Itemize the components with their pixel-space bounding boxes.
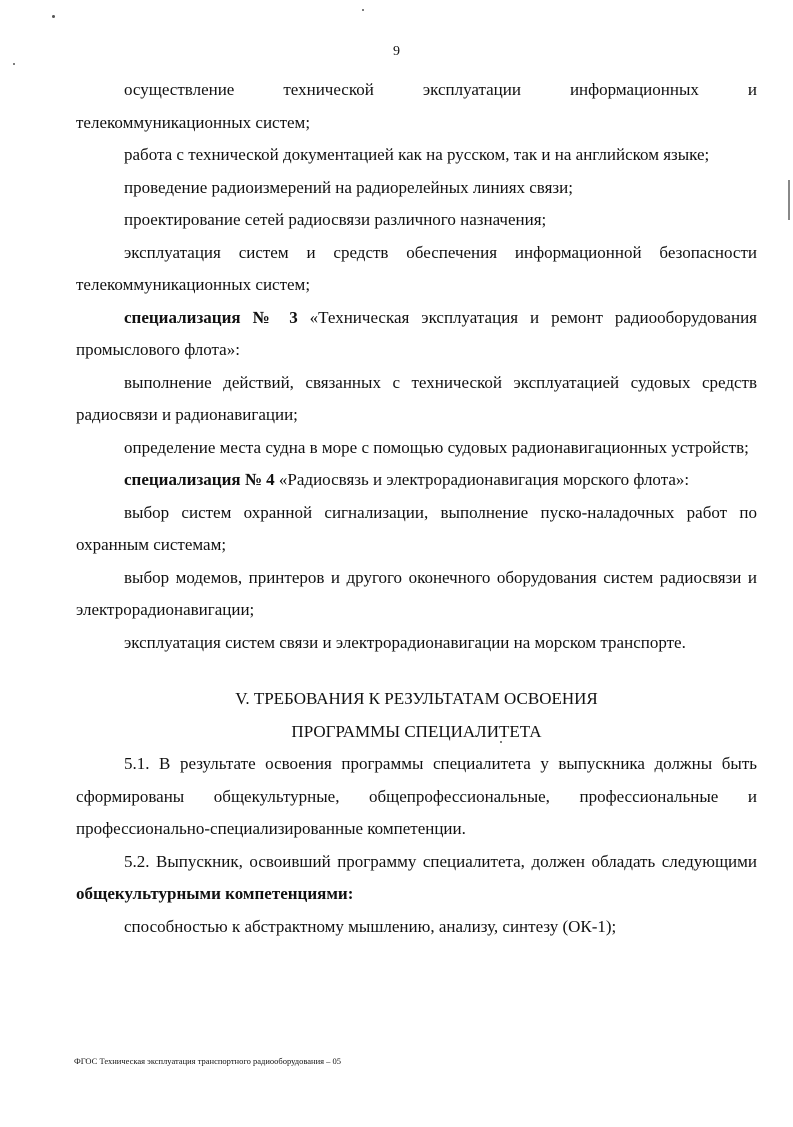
- paragraph: выполнение действий, связанных с технической эксплуатацией судовых средств радиосвязи и радионавигации;: [76, 372, 757, 424]
- paragraph: способностью к абстрактному мышлению, анализу, синтезу (ОК-1);: [124, 916, 617, 936]
- document-footer: ФГОС Техническая эксплуатация транспортного радиооборудования – 05: [74, 1056, 342, 1066]
- document-body: [76, 74, 757, 943]
- competence-label: общекультурными компетенциями:: [76, 884, 354, 903]
- specialization-label: специализация № 3: [124, 307, 298, 327]
- scan-edge-mark: [788, 180, 790, 220]
- paragraph: эксплуатация систем связи и электрорадионавигации на морском транспорте.: [124, 632, 686, 652]
- paragraph: 5.2. Выпускник, освоивший программу специалитета, должен обладать следующими общекультурными компетенциями:: [76, 851, 757, 903]
- scan-speck: [52, 15, 55, 18]
- paragraph: работа с технической документацией как на русском, так и на английском языке;: [124, 145, 710, 164]
- specialization-label: специализация № 4: [124, 470, 275, 489]
- paragraph: осуществление технической эксплуатации информационных и телекоммуникационных систем;: [76, 80, 757, 132]
- specialization-paragraph: специализация № 3 «Техническая эксплуатация и ремонт радиооборудования промыслового флота»:: [76, 307, 757, 359]
- paragraph: 5.1. В результате освоения программы специалитета у выпускника должны быть сформированы общекультурные, общепрофессиональные, профессиональные и профессионально-специализированные компетенции.: [76, 754, 757, 838]
- scan-speck: [362, 9, 364, 11]
- paragraph: выбор модемов, принтеров и другого оконечного оборудования систем радиосвязи и электрорадионавигации;: [76, 567, 757, 619]
- paragraph: выбор систем охранной сигнализации, выполнение пуско-наладочных работ по охранным системам;: [76, 502, 757, 554]
- paragraph: эксплуатация систем и средств обеспечения информационной безопасности телекоммуникационных систем;: [76, 242, 757, 294]
- page-number: 9: [393, 44, 400, 59]
- section-heading-line-1: V. ТРЕБОВАНИЯ К РЕЗУЛЬТАТАМ ОСВОЕНИЯ: [235, 689, 598, 708]
- paragraph: проведение радиоизмерений на радиорелейных линиях связи;: [124, 177, 573, 197]
- paragraph: проектирование сетей радиосвязи различного назначения;: [124, 210, 547, 229]
- section-heading-line-2: ПРОГРАММЫ СПЕЦИАЛИТЕТА: [291, 722, 542, 741]
- specialization-paragraph: специализация № 4 «Радиосвязь и электрорадионавигация морского флота»:: [124, 470, 690, 489]
- scan-speck: [13, 63, 15, 65]
- section-gap: [76, 659, 757, 682]
- paragraph: определение места судна в море с помощью судовых радионавигационных устройств;: [124, 437, 749, 457]
